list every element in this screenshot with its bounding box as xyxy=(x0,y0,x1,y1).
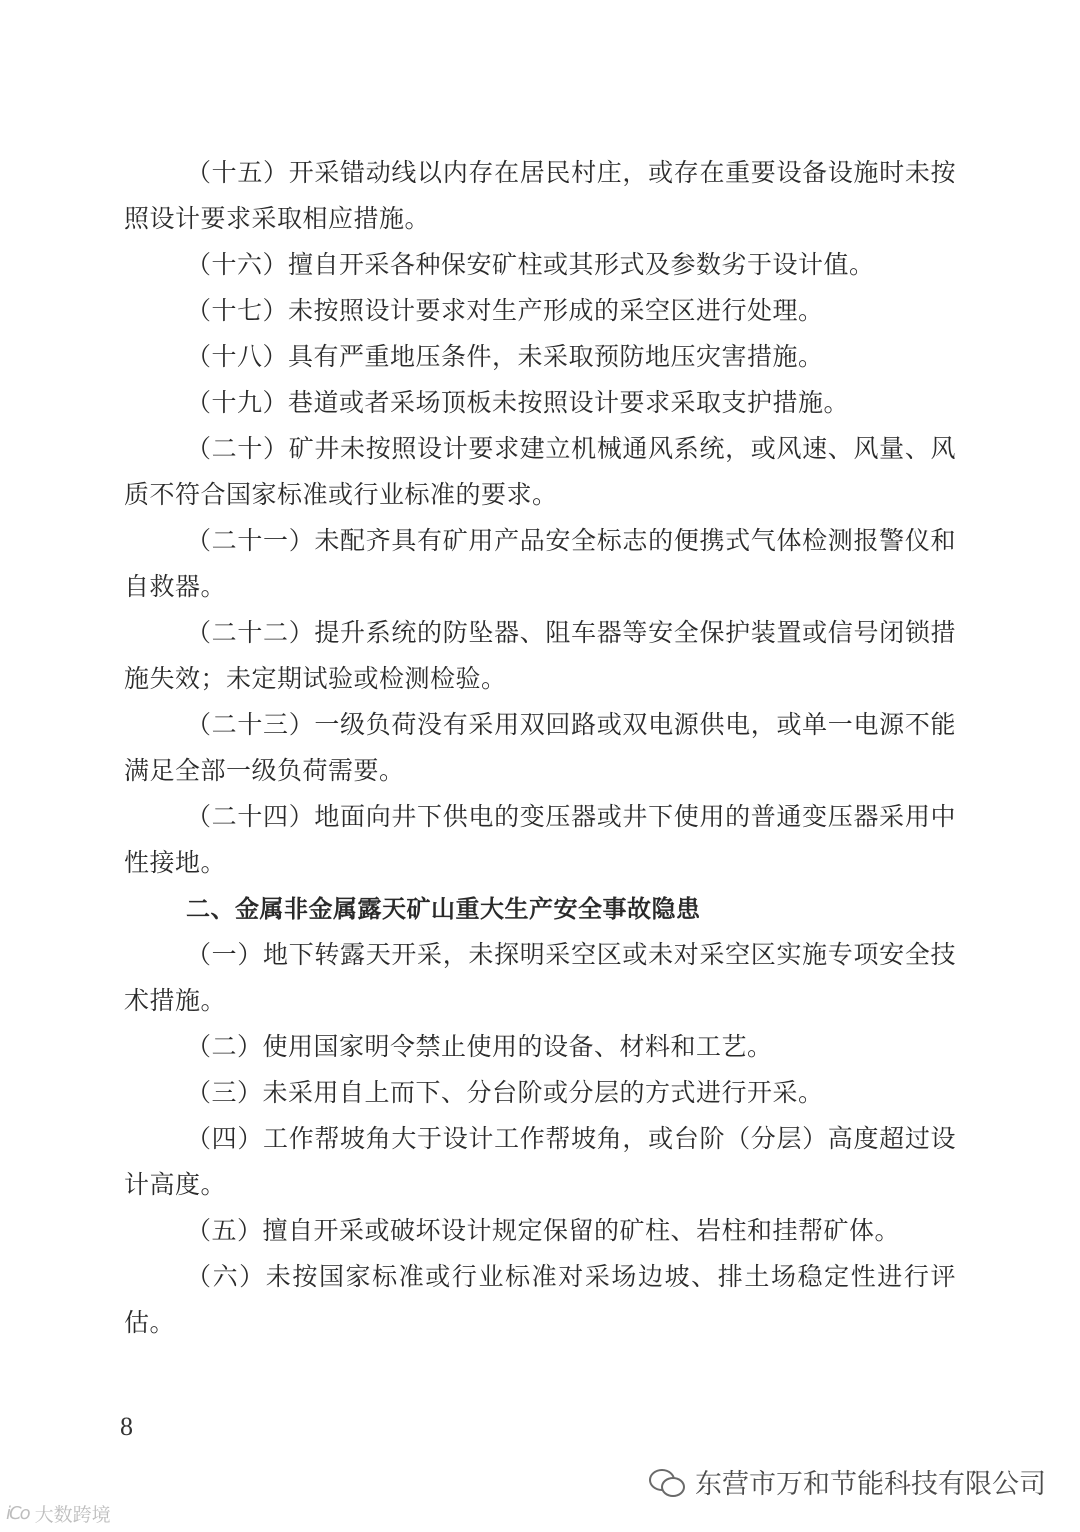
paragraph-open-pit-3: （三）未采用自上而下、分台阶或分层的方式进行开采。 xyxy=(186,1078,824,1107)
paragraph-open-pit-5: （五）擅自开采或破坏设计规定保留的矿柱、岩柱和挂帮矿体。 xyxy=(186,1216,901,1245)
paragraph-17: （十七）未按照设计要求对生产形成的采空区进行处理。 xyxy=(186,296,824,325)
paragraph-16: （十六）擅自开采各种保安矿柱或其形式及参数劣于设计值。 xyxy=(186,250,875,279)
paragraph-open-pit-2: （二）使用国家明令禁止使用的设备、材料和工艺。 xyxy=(186,1032,773,1061)
section-heading-open-pit: 二、金属非金属露天矿山重大生产安全事故隐患 xyxy=(186,895,701,923)
paragraph-open-pit-1: （一）地下转露天开采，未探明采空区或未对采空区实施专项安全技术措施。 xyxy=(124,940,956,1015)
paragraph-22: （二十二）提升系统的防坠器、阻车器等安全保护装置或信号闭锁措施失效；未定期试验或检测检验。 xyxy=(124,618,956,693)
paragraph-20: （二十）矿井未按照设计要求建立机械通风系统，或风速、风量、风质不符合国家标准或行业标准的要求。 xyxy=(124,434,956,509)
document-body xyxy=(124,150,956,1346)
page-number: 8 xyxy=(120,1412,133,1441)
paragraph-open-pit-6: （六）未按国家标准或行业标准对采场边坡、排土场稳定性进行评估。 xyxy=(124,1262,956,1337)
watermark-company-name: 东营市万和节能科技有限公司 xyxy=(695,1469,1046,1500)
platform-logo-icon: iCo xyxy=(6,1503,29,1524)
paragraph-19: （十九）巷道或者采场顶板未按照设计要求采取支护措施。 xyxy=(186,388,850,417)
paragraph-23: （二十三）一级负荷没有采用双回路或双电源供电，或单一电源不能满足全部一级负荷需要。 xyxy=(124,710,956,785)
source-watermark xyxy=(649,1462,1046,1501)
wechat-icon xyxy=(649,1467,685,1497)
platform-watermark xyxy=(6,1500,111,1527)
paragraph-open-pit-4: （四）工作帮坡角大于设计工作帮坡角，或台阶（分层）高度超过设计高度。 xyxy=(124,1124,956,1199)
paragraph-18: （十八）具有严重地压条件，未采取预防地压灾害措施。 xyxy=(186,342,824,371)
platform-name: 大数跨境 xyxy=(34,1504,111,1526)
paragraph-15: （十五）开采错动线以内存在居民村庄，或存在重要设备设施时未按照设计要求采取相应措施。 xyxy=(124,158,956,233)
paragraph-21: （二十一）未配齐具有矿用产品安全标志的便携式气体检测报警仪和自救器。 xyxy=(124,526,956,601)
paragraph-24: （二十四）地面向井下供电的变压器或井下使用的普通变压器采用中性接地。 xyxy=(124,802,956,877)
